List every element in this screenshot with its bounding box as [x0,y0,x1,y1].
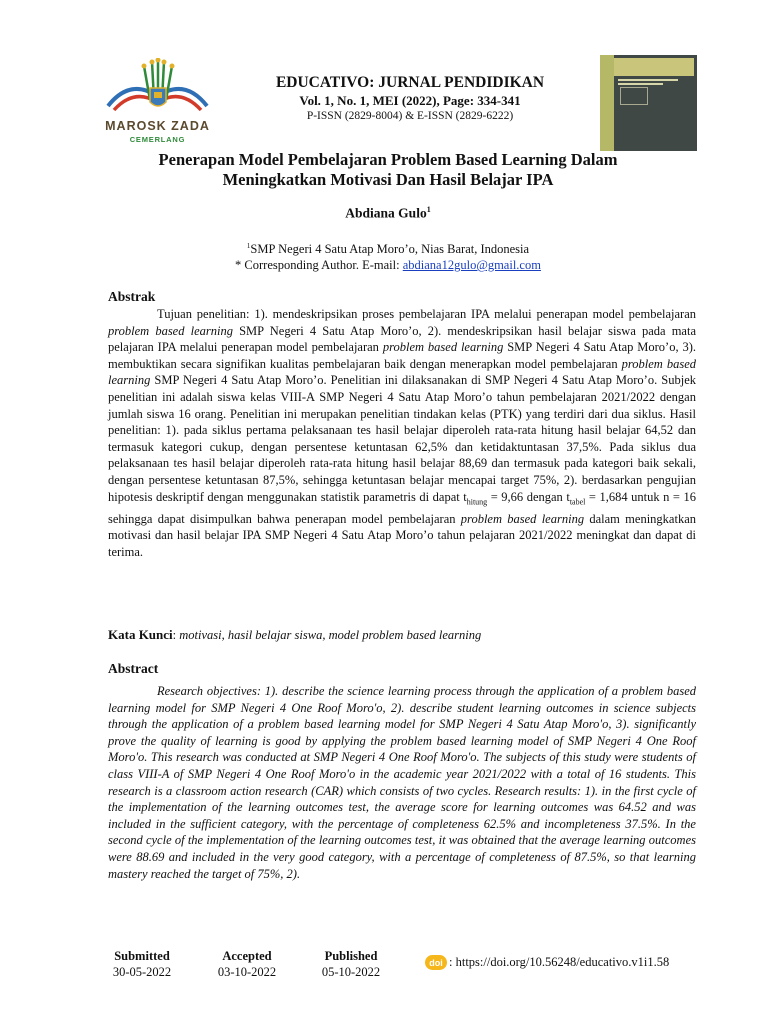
abstract-body [108,683,696,882]
abstract-text: Research objectives: 1). describe the science learning process through the application of a problem based learning model for SMP Negeri 4 One Roof Moro'o, 2). describe student learning outcomes in science subjects through the application of a problem based learning model for SMP Negeri 4 Satu Atap Moro'o, 3). significantly prove the quality of learning is good by applying the problem based learning model of SMP Negeri 4 One Roof Moro'o. This research was conducted at SMP Negeri 4 One Roof Moro'o. The subjects of this study were students of class VIII-A of SMP Negeri 4 One Roof Moro'o in the academic year 2021/2022 with a total of 16 students. This research is a classroom action research (CAR) which consists of two cycles. Research results: 1). in the first cycle of the implementation of the learning outcomes test, the average score for learning outcomes was 64.52 and was included in the sufficient category, with the percentage of completeness 62.5% and incompleteness 37.5%. In the second cycle of the implementation of the learning outcomes test, it was obtained that the average learning outcomes were 88.69 and included in the very good category, with a percentage of completeness of 87.5%, so that learning mastery reached the target of 75%, 2). [108,684,696,881]
affiliation-mark: 1 [246,242,251,250]
doi-icon: doi [425,955,447,970]
journal-volume: Vol. 1, No. 1, MEI (2022), Page: 334-341 [299,93,521,108]
abstrak-body: Tujuan penelitian: 1). mendeskripsikan proses pembelajaran IPA melalui penerapan model pembelajaran problem based learning SMP Negeri 4 Satu Atap Moro’o, 2). mendeskripsikan hasil belajar siswa pada mata pelajaran IPA melalui penerapan model pembelajaran problem based learning SMP Negeri 4 Satu Atap Moro’o, 3). membuktikan secara signifikan kualitas pembelajaran baik dengan menerapkan model pembelajaran problem based learning SMP Negeri 4 Satu Atap Moro’o. Penelitian ini dilaksanakan di SMP Negeri 4 Satu Atap Moro’o. Subjek penelitian ini adalah siswa kelas VIII-A SMP Negeri 4 Satu Atap Moro’o tahun pembelajaran 2021/2022 dengan jumlah siswa 16 orang. Penelitian ini merupakan penelitian tindakan kelas (PTK) yang terdiri dari dua siklus. Hasil penelitian: 1). pada siklus pertama pelaksanaan tes hasil belajar diperoleh rata-rata hitung hasil belajar 64,52 dan termasuk kategori cukup, dengan persentese ketuntasan 62,5% dan ketidaktuntasan 37,5%. Pada siklus dua pelaksanaan tes hasil belajar diperoleh rata-rata hitung hasil belajar 88,69 dan termasuk pada kategori baik sekali, dengan persentese ketuntasan 87,5%, sehingga ketuntasan belajar mencapai target 75%, 2). berdasarkan pengujian hipotesis deskriptif dengan menggunakan statistik parametris di dapat $t_{hitung} = 9,66$ dengan $t_{tabel} = 1,684$ untuk n = 16 sehingga dapat disimpulkan bahwa penerapan model pembelajaran problem based learning dalam meningkatkan motivasi dan hasil belajar IPA SMP Negeri 4 Satu Atap Moro’o tahun pelajaran 2021/2022 meningkat dan dapat di terima. [108,307,697,559]
doi-link[interactable]: : https://doi.org/10.56248/educativo.v1i1.58 [449,955,670,969]
abstrak-heading: Abstrak [108,289,156,304]
journal-issn: P-ISSN (2829-8004) & E-ISSN (2829-6222) [306,110,514,122]
journal-name: EDUCATIVO: JURNAL PENDIDIKAN [275,74,545,91]
author-affiliation [108,238,668,273]
accepted-info [213,948,281,980]
author-name: Abdiana Gulo [345,205,427,221]
doi-line [425,955,669,970]
accepted-date: 03-10-2022 [217,965,277,979]
submitted-label: Submitted [114,949,170,963]
abstract-heading: Abstract [108,661,159,676]
article-title-line-1: Penerapan Model Pembelajaran Problem Based Learning Dalam [158,150,618,169]
keywords-label: Kata Kunci [108,627,173,642]
published-info [317,948,385,980]
journal-cover-thumbnail [600,55,697,151]
logo-name: MAROSK ZADA [105,119,210,133]
article-title-line-2: Meningkatkan Motivasi Dan Hasil Belajar IPA [222,170,554,189]
journal-header [225,73,595,124]
corresponding-label: * Corresponding Author. E-mail: [235,258,403,273]
submitted-date: 30-05-2022 [112,965,172,979]
published-label: Published [324,949,378,963]
article-author [108,205,668,222]
affiliation-text: SMP Negeri 4 Satu Atap Moro’o, Nias Barat, Indonesia [250,242,530,257]
article-title [108,150,668,190]
journal-logo [100,58,215,150]
email-link[interactable]: abdiana12gulo@gmail.com [402,258,541,273]
logo-emblem-icon [100,58,215,120]
published-date: 05-10-2022 [321,965,381,979]
submitted-info [108,948,176,980]
keywords-text: motivasi, hasil belajar siswa, model problem based learning [179,628,482,642]
accepted-label: Accepted [222,949,272,963]
logo-subtitle: CEMERLANG [129,135,186,144]
author-mark: 1 [426,205,431,214]
keywords: Kata Kunci: motivasi, hasil belajar siswa, model problem based learning [108,627,482,642]
